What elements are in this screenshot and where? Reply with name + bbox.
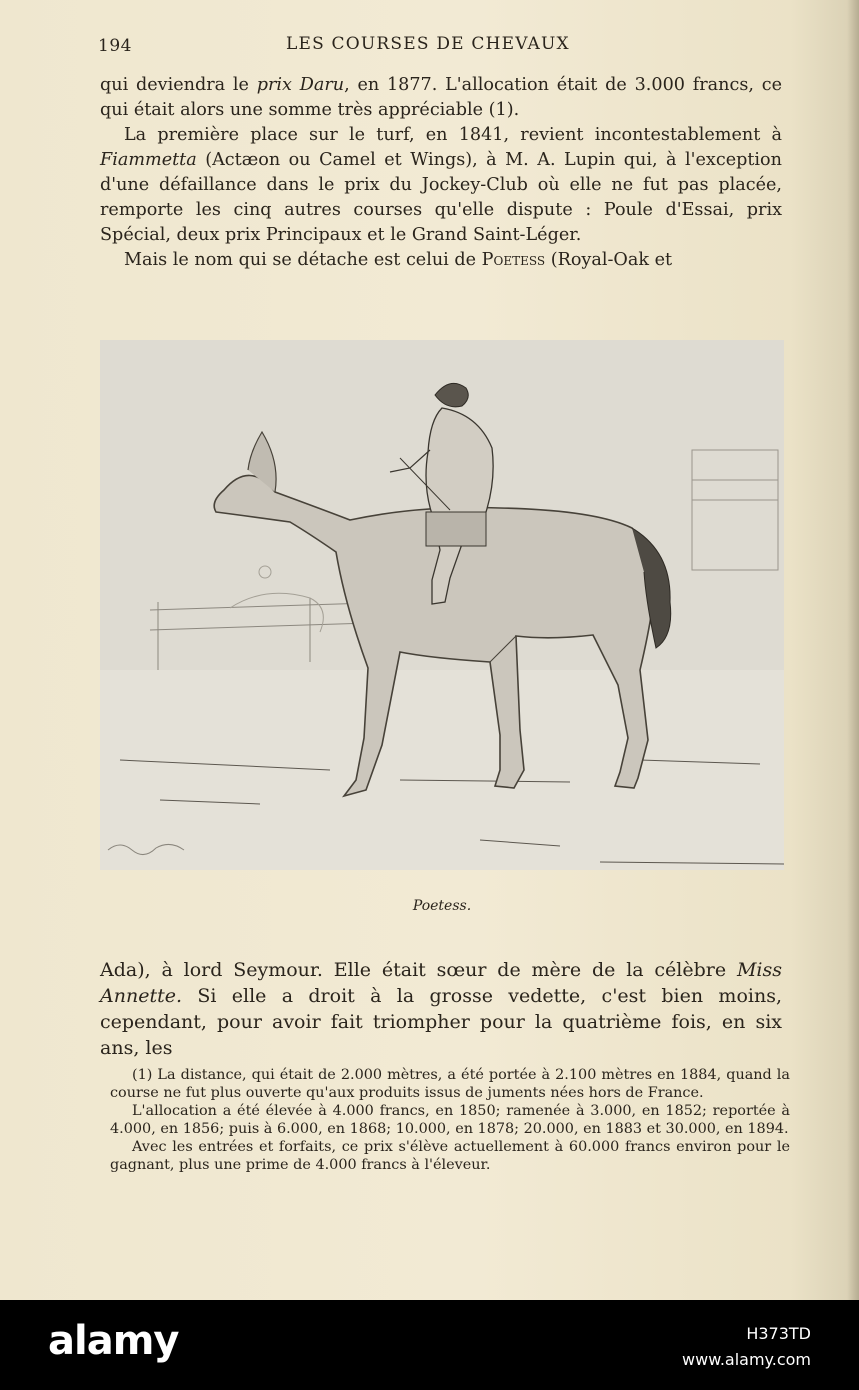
footnotes xyxy=(110,1066,790,1174)
page-number: 194 xyxy=(98,36,132,56)
paragraph-ada-seymour: Ada), à lord Seymour. Elle était sœur de mère de la célèbre Miss Annette. Si elle a droit à la grosse vedette, c'est bien moins, cependant, pour avoir fait triompher pour la quatrième fois, en six ans, les xyxy=(100,959,782,1059)
running-title: LES COURSES DE CHEVAUX xyxy=(286,34,570,54)
prix-daru-italic: prix Daru xyxy=(256,75,345,95)
footnote-allocation: L'allocation a été élevée à 4.000 francs, en 1850; ramenée à 3.000, en 1852; reportée à 4.000, en 1856; puis à 6.000, en 1868; 10.000, en 1878; 20.000, en 1883 et 30.000, en 1894. xyxy=(110,1103,790,1137)
footnote-entrees-forfaits: Avec les entrées et forfaits, ce prix s'élève actuellement à 60.000 francs environ pour le gagnant, plus une prime de 4.000 francs à l'éleveur. xyxy=(110,1139,790,1173)
poetess-smallcaps: Poetess xyxy=(481,250,546,270)
image-id: H373TD xyxy=(746,1324,811,1343)
paragraph-poetess-intro: Mais le nom qui se détache est celui de Poetess (Royal-Oak et xyxy=(124,250,673,270)
engraving-poetess xyxy=(100,340,784,870)
stock-watermark-bar xyxy=(0,1300,859,1390)
figure-caption: Poetess. xyxy=(412,898,472,914)
body-text-mid xyxy=(100,957,782,1061)
footnote-1-distance: (1) La distance, qui était de 2.000 mètres, a été portée à 2.100 mètres en 1884, quand la course ne fut plus ouverte qu'aux produits issus de juments nées hors de France. xyxy=(110,1067,790,1101)
running-head xyxy=(98,34,782,58)
page-edge-shadow xyxy=(847,0,859,1300)
miss-annette-italic: Miss Annette. xyxy=(100,959,782,1007)
paragraph-prix-daru: qui deviendra le prix Daru, en 1877. L'allocation était de 3.000 francs, ce qui était alors une somme très appréciable (1). xyxy=(100,75,782,120)
ground-area xyxy=(100,670,784,870)
fiammetta-italic: Fiammetta xyxy=(100,150,197,170)
watermark-url: www.alamy.com xyxy=(682,1350,811,1369)
horse-and-jockey-illustration xyxy=(100,340,784,870)
alamy-logo: alamy xyxy=(48,1318,179,1364)
paragraph-fiammetta: La première place sur le turf, en 1841, revient incontestablement à Fiammetta (Actæon ou Camel et Wings), à M. A. Lupin qui, à l'exception d'une défaillance dans le prix du Jockey-Club où elle ne fut pas placée, remporte les cinq autres courses qu'elle dispute : Poule d'Essai, prix Spécial, deux prix Principaux et le Grand Saint-Léger. xyxy=(100,125,782,245)
body-text-top xyxy=(100,73,782,273)
